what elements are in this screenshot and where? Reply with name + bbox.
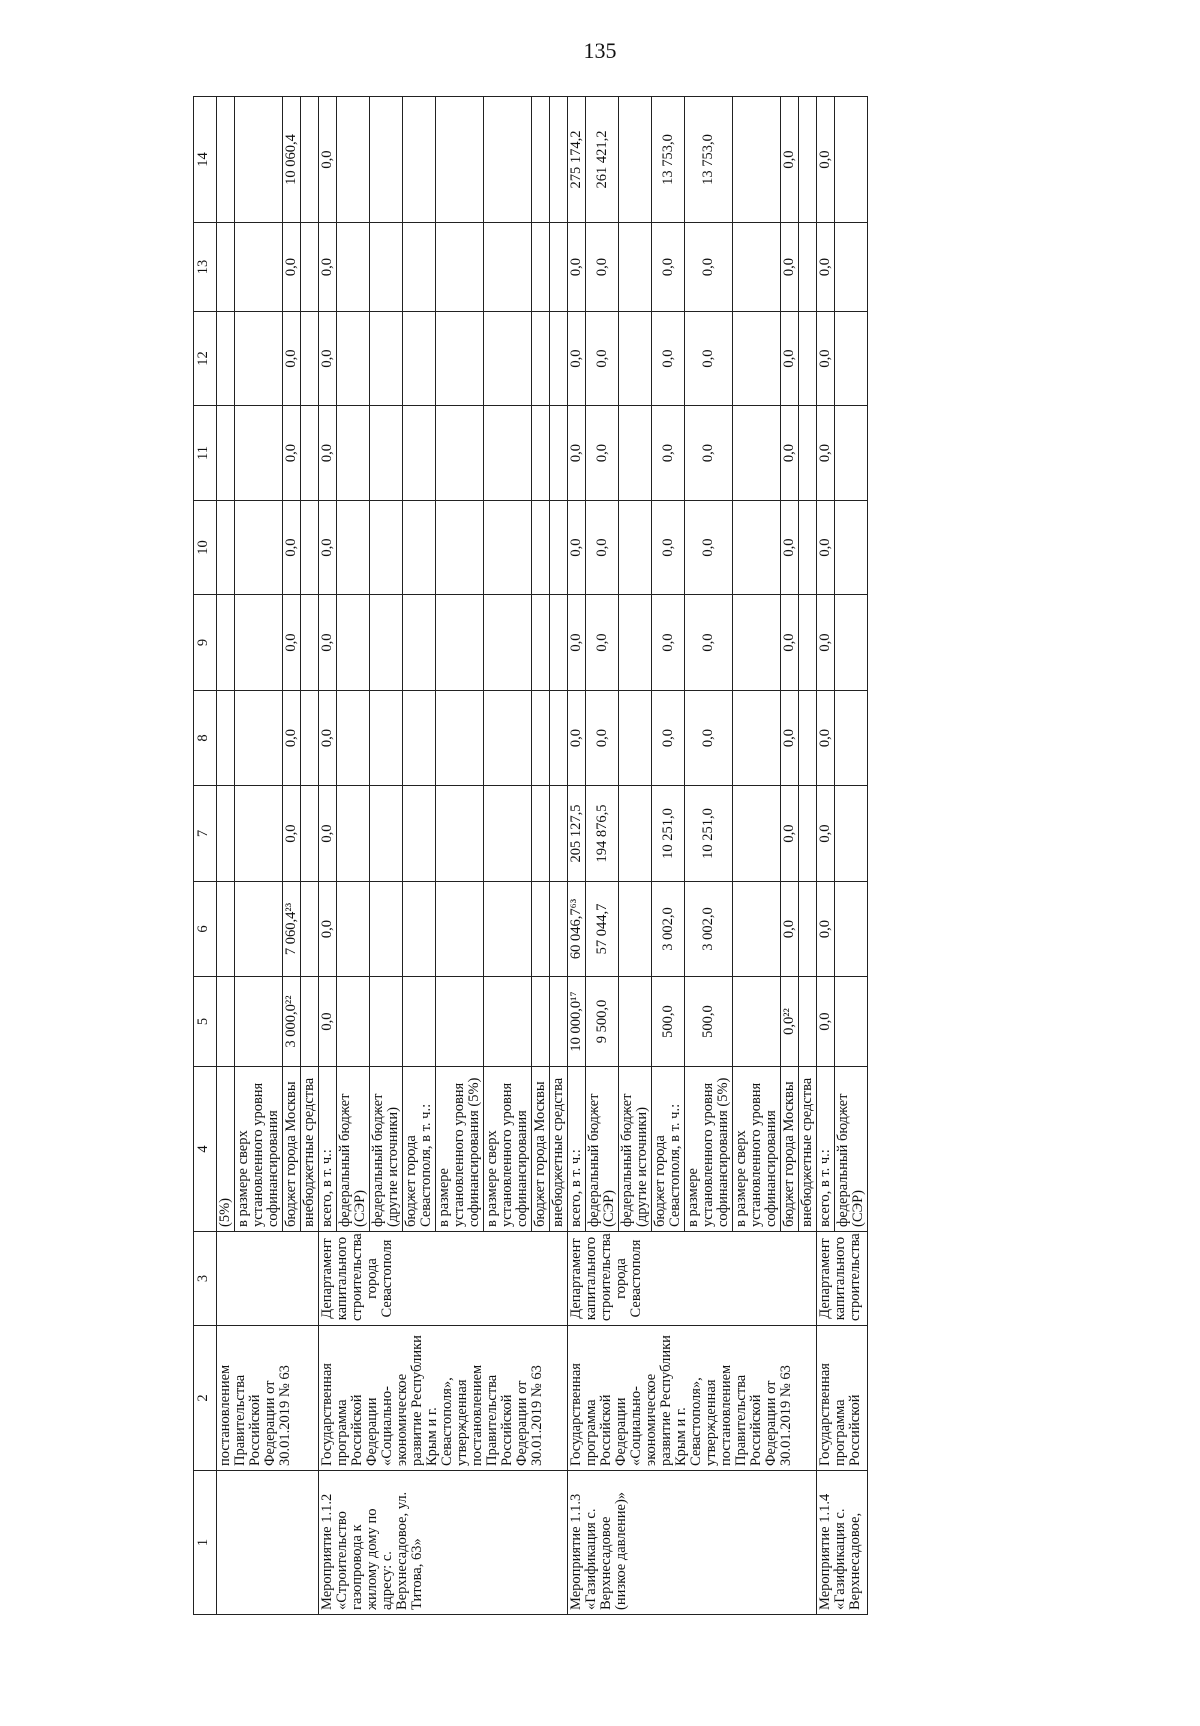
value-cell (733, 977, 781, 1067)
value-cell (484, 501, 532, 595)
value-cell: 0,0 (781, 501, 799, 595)
value-cell (835, 406, 868, 501)
value-cell (337, 97, 370, 223)
value-cell (301, 786, 319, 882)
value-cell: 0,0 (319, 97, 337, 223)
funding-source-cell: федеральный бюджет (СЭР) (337, 1067, 370, 1232)
value-cell (337, 882, 370, 977)
value-cell: 0,0 (319, 595, 337, 691)
funding-source-cell: федеральный бюджет (СЭР) (835, 1067, 868, 1232)
value-cell: 0,0 (781, 223, 799, 312)
value-cell (484, 406, 532, 501)
value-cell: 0,0 (817, 312, 835, 406)
value-cell (484, 977, 532, 1067)
value-cell (217, 97, 235, 223)
value-cell (337, 786, 370, 882)
value-cell (619, 223, 652, 312)
value-cell (835, 977, 868, 1067)
funding-source-cell: внебюджетные средства (550, 1067, 568, 1232)
value-cell (733, 882, 781, 977)
value-cell (403, 977, 436, 1067)
value-cell (337, 501, 370, 595)
value-cell (484, 97, 532, 223)
value-cell: 0,0 (319, 312, 337, 406)
executor-cell: Департамент капитального строительства (817, 1232, 868, 1326)
value-cell: 0,0 (283, 786, 301, 882)
col-header: 13 (194, 223, 217, 312)
column-number-row (194, 97, 217, 1615)
value-cell (619, 501, 652, 595)
value-cell: 0,0 (586, 223, 619, 312)
funding-source-cell: внебюджетные средства (799, 1067, 817, 1232)
value-cell (532, 977, 550, 1067)
col-header: 5 (194, 977, 217, 1067)
value-cell (436, 882, 484, 977)
value-cell (436, 691, 484, 786)
value-cell (835, 97, 868, 223)
value-cell: 0,0 (283, 223, 301, 312)
value-cell (835, 691, 868, 786)
value-cell (301, 97, 319, 223)
value-cell: 0,0 (652, 501, 685, 595)
value-cell: 7 060,4²³ (283, 882, 301, 977)
value-cell: 0,0 (685, 501, 733, 595)
value-cell (835, 786, 868, 882)
value-cell: 500,0 (685, 977, 733, 1067)
funding-source-cell: бюджет города Москвы (781, 1067, 799, 1232)
value-cell: 0,0 (568, 501, 586, 595)
table-row (817, 97, 835, 1615)
value-cell: 0,0 (781, 406, 799, 501)
value-cell (550, 406, 568, 501)
value-cell (550, 312, 568, 406)
value-cell (619, 595, 652, 691)
value-cell: 13 753,0 (685, 97, 733, 223)
value-cell: 0,0 (817, 691, 835, 786)
value-cell: 0,0²² (781, 977, 799, 1067)
value-cell: 10 251,0 (652, 786, 685, 882)
value-cell: 0,0 (283, 501, 301, 595)
value-cell: 205 127,5 (568, 786, 586, 882)
value-cell: 0,0 (568, 406, 586, 501)
value-cell (733, 501, 781, 595)
funding-source-cell: всего, в т. ч.: (319, 1067, 337, 1232)
value-cell: 0,0 (685, 406, 733, 501)
value-cell (235, 223, 283, 312)
value-cell (619, 882, 652, 977)
budget-table (193, 96, 868, 1615)
value-cell (403, 97, 436, 223)
value-cell: 0,0 (319, 501, 337, 595)
executor-cell: Департамент капитального строительства города Севастополя (568, 1232, 817, 1326)
col-header: 2 (194, 1326, 217, 1471)
value-cell: 60 046,7⁶³ (568, 882, 586, 977)
value-cell (619, 312, 652, 406)
value-cell (403, 595, 436, 691)
program-cell: постановлением Правительства Российской Федерации от 30.01.2019 № 63 (217, 1326, 319, 1471)
value-cell (799, 312, 817, 406)
value-cell: 0,0 (586, 595, 619, 691)
value-cell: 0,0 (586, 406, 619, 501)
value-cell: 261 421,2 (586, 97, 619, 223)
value-cell (403, 691, 436, 786)
value-cell: 0,0 (817, 97, 835, 223)
value-cell (217, 786, 235, 882)
value-cell (532, 97, 550, 223)
executor-cell: Департамент капитального строительства города Севастополя (319, 1232, 568, 1326)
value-cell (532, 312, 550, 406)
table-body (217, 97, 868, 1615)
value-cell: 0,0 (568, 312, 586, 406)
value-cell (217, 501, 235, 595)
value-cell (532, 691, 550, 786)
value-cell: 0,0 (283, 406, 301, 501)
value-cell: 0,0 (652, 406, 685, 501)
col-header: 3 (194, 1232, 217, 1326)
table-row (217, 97, 235, 1615)
value-cell: 0,0 (319, 691, 337, 786)
value-cell: 0,0 (652, 691, 685, 786)
value-cell: 0,0 (319, 882, 337, 977)
value-cell: 194 876,5 (586, 786, 619, 882)
value-cell (436, 786, 484, 882)
value-cell (532, 501, 550, 595)
value-cell: 0,0 (781, 97, 799, 223)
value-cell (532, 223, 550, 312)
value-cell: 57 044,7 (586, 882, 619, 977)
program-cell: Государственная программа Российской Федерации «Социально-экономическое развитие Республики Крым и г. Севастополя», утвержденная постановлением Правительства Российской Федерации от 30.01.2019 № 63 (568, 1326, 817, 1471)
value-cell: 0,0 (283, 312, 301, 406)
value-cell (733, 312, 781, 406)
value-cell: 0,0 (817, 882, 835, 977)
value-cell: 0,0 (685, 223, 733, 312)
value-cell: 13 753,0 (652, 97, 685, 223)
value-cell (436, 501, 484, 595)
value-cell (799, 406, 817, 501)
value-cell (217, 223, 235, 312)
value-cell (619, 406, 652, 501)
value-cell: 0,0 (586, 691, 619, 786)
col-header: 6 (194, 882, 217, 977)
value-cell: 0,0 (781, 595, 799, 691)
value-cell (733, 406, 781, 501)
page-number: 135 (583, 38, 617, 63)
value-cell (301, 977, 319, 1067)
value-cell (619, 691, 652, 786)
rotated-table-container (193, 97, 1132, 1615)
value-cell: 0,0 (781, 882, 799, 977)
value-cell (484, 595, 532, 691)
value-cell: 0,0 (817, 406, 835, 501)
value-cell: 0,0 (817, 977, 835, 1067)
measure-name-cell: Мероприятие 1.1.3 «Газификация с. Верхнесадовое (низкое давление)» (568, 1471, 817, 1615)
value-cell (550, 97, 568, 223)
value-cell (733, 97, 781, 223)
value-cell: 0,0 (817, 223, 835, 312)
value-cell (799, 691, 817, 786)
value-cell (550, 977, 568, 1067)
value-cell (835, 223, 868, 312)
value-cell: 0,0 (685, 595, 733, 691)
value-cell (532, 882, 550, 977)
value-cell (235, 691, 283, 786)
value-cell (301, 501, 319, 595)
value-cell: 500,0 (652, 977, 685, 1067)
value-cell (799, 786, 817, 882)
value-cell (733, 223, 781, 312)
value-cell: 0,0 (283, 595, 301, 691)
value-cell (436, 595, 484, 691)
value-cell: 0,0 (568, 223, 586, 312)
value-cell (550, 501, 568, 595)
measure-name-cell: Мероприятие 1.1.2 «Строительство газопровода к жилому дому по адресу: с. Верхнесадовое, ул. Титова, 63» (319, 1471, 568, 1615)
value-cell (301, 312, 319, 406)
value-cell (799, 882, 817, 977)
value-cell (550, 223, 568, 312)
value-cell: 0,0 (817, 501, 835, 595)
funding-source-cell: бюджет города Москвы (283, 1067, 301, 1232)
value-cell (235, 406, 283, 501)
value-cell (301, 595, 319, 691)
value-cell: 0,0 (817, 786, 835, 882)
funding-source-cell: в размере сверх установленного уровня софинансирования (235, 1067, 283, 1232)
value-cell (799, 97, 817, 223)
value-cell (436, 97, 484, 223)
value-cell (619, 786, 652, 882)
value-cell (799, 595, 817, 691)
value-cell (370, 312, 403, 406)
value-cell (217, 977, 235, 1067)
value-cell (484, 691, 532, 786)
program-cell: Государственная программа Российской Федерации «Социально-экономическое развитие Республики Крым и г. Севастополя», утвержденная постановлением Правительства Российской Федерации от 30.01.2019 № 63 (319, 1326, 568, 1471)
value-cell: 10 251,0 (685, 786, 733, 882)
value-cell (403, 882, 436, 977)
value-cell (550, 691, 568, 786)
value-cell: 0,0 (652, 312, 685, 406)
value-cell: 0,0 (283, 691, 301, 786)
value-cell: 0,0 (319, 406, 337, 501)
value-cell: 0,0 (652, 223, 685, 312)
value-cell (484, 223, 532, 312)
funding-source-cell: федеральный бюджет (другие источники) (370, 1067, 403, 1232)
value-cell (370, 97, 403, 223)
value-cell: 0,0 (652, 595, 685, 691)
value-cell (619, 97, 652, 223)
value-cell: 0,0 (586, 312, 619, 406)
value-cell: 0,0 (781, 786, 799, 882)
value-cell (337, 312, 370, 406)
funding-source-cell: федеральный бюджет (СЭР) (586, 1067, 619, 1232)
value-cell: 0,0 (319, 786, 337, 882)
table-row (568, 97, 586, 1615)
table-row (319, 97, 337, 1615)
funding-source-cell: всего, в т. ч.: (817, 1067, 835, 1232)
value-cell (370, 977, 403, 1067)
value-cell (337, 595, 370, 691)
funding-source-cell: внебюджетные средства (301, 1067, 319, 1232)
value-cell (403, 406, 436, 501)
value-cell (370, 595, 403, 691)
col-header: 1 (194, 1471, 217, 1615)
value-cell: 0,0 (781, 312, 799, 406)
col-header: 9 (194, 595, 217, 691)
value-cell (403, 312, 436, 406)
col-header: 14 (194, 97, 217, 223)
col-header: 8 (194, 691, 217, 786)
value-cell (835, 501, 868, 595)
funding-source-cell: в размере сверх установленного уровня софинансирования (733, 1067, 781, 1232)
funding-source-cell: в размере сверх установленного уровня софинансирования (484, 1067, 532, 1232)
value-cell: 0,0 (568, 595, 586, 691)
value-cell (217, 882, 235, 977)
value-cell (235, 501, 283, 595)
value-cell (733, 786, 781, 882)
value-cell (733, 595, 781, 691)
value-cell (733, 691, 781, 786)
funding-source-cell: бюджет города Севастополя, в т. ч.: (652, 1067, 685, 1232)
value-cell (532, 406, 550, 501)
value-cell (217, 406, 235, 501)
value-cell (370, 882, 403, 977)
value-cell (217, 595, 235, 691)
value-cell (337, 406, 370, 501)
value-cell (550, 786, 568, 882)
value-cell (403, 223, 436, 312)
measure-name-cell: Мероприятие 1.1.4 «Газификация с. Верхнесадовое, (817, 1471, 868, 1615)
funding-source-cell: бюджет города Севастополя, в т. ч.: (403, 1067, 436, 1232)
value-cell (337, 977, 370, 1067)
value-cell (217, 312, 235, 406)
col-header: 11 (194, 406, 217, 501)
value-cell (370, 786, 403, 882)
value-cell (799, 501, 817, 595)
value-cell (235, 97, 283, 223)
value-cell (235, 977, 283, 1067)
value-cell: 10 060,4 (283, 97, 301, 223)
value-cell: 0,0 (685, 312, 733, 406)
value-cell (235, 882, 283, 977)
value-cell: 0,0 (781, 691, 799, 786)
funding-source-cell: бюджет города Москвы (532, 1067, 550, 1232)
value-cell (550, 882, 568, 977)
value-cell (799, 223, 817, 312)
value-cell (835, 882, 868, 977)
value-cell: 0,0 (568, 691, 586, 786)
value-cell (835, 312, 868, 406)
col-header: 4 (194, 1067, 217, 1232)
value-cell (550, 595, 568, 691)
value-cell (619, 977, 652, 1067)
value-cell (484, 786, 532, 882)
value-cell (217, 691, 235, 786)
value-cell: 10 000,0¹⁷ (568, 977, 586, 1067)
col-header: 12 (194, 312, 217, 406)
value-cell: 3 000,0²² (283, 977, 301, 1067)
value-cell: 275 174,2 (568, 97, 586, 223)
col-header: 7 (194, 786, 217, 882)
executor-cell (217, 1232, 319, 1326)
value-cell: 3 002,0 (652, 882, 685, 977)
value-cell (484, 882, 532, 977)
value-cell (337, 223, 370, 312)
value-cell: 0,0 (685, 691, 733, 786)
funding-source-cell: всего, в т. ч.: (568, 1067, 586, 1232)
value-cell (337, 691, 370, 786)
value-cell (532, 595, 550, 691)
measure-name-cell (217, 1471, 319, 1615)
value-cell: 0,0 (319, 977, 337, 1067)
value-cell (235, 786, 283, 882)
value-cell (835, 595, 868, 691)
value-cell: 0,0 (586, 501, 619, 595)
value-cell (370, 223, 403, 312)
value-cell: 0,0 (319, 223, 337, 312)
funding-source-cell: в размере установленного уровня софинансирования (5%) (685, 1067, 733, 1232)
funding-source-cell: федеральный бюджет (другие источники) (619, 1067, 652, 1232)
col-header: 10 (194, 501, 217, 595)
value-cell (403, 786, 436, 882)
value-cell (436, 406, 484, 501)
value-cell (301, 691, 319, 786)
value-cell (532, 786, 550, 882)
value-cell (436, 977, 484, 1067)
value-cell (235, 312, 283, 406)
value-cell: 0,0 (817, 595, 835, 691)
value-cell: 3 002,0 (685, 882, 733, 977)
value-cell (301, 223, 319, 312)
value-cell (403, 501, 436, 595)
value-cell (370, 501, 403, 595)
value-cell (301, 406, 319, 501)
value-cell (370, 691, 403, 786)
value-cell (436, 223, 484, 312)
funding-source-cell: (5%) (217, 1067, 235, 1232)
value-cell (301, 882, 319, 977)
value-cell (235, 595, 283, 691)
value-cell (484, 312, 532, 406)
value-cell (799, 977, 817, 1067)
value-cell (370, 406, 403, 501)
value-cell: 9 500,0 (586, 977, 619, 1067)
funding-source-cell: в размере установленного уровня софинансирования (5%) (436, 1067, 484, 1232)
value-cell (436, 312, 484, 406)
program-cell: Государственная программа Российской (817, 1326, 868, 1471)
